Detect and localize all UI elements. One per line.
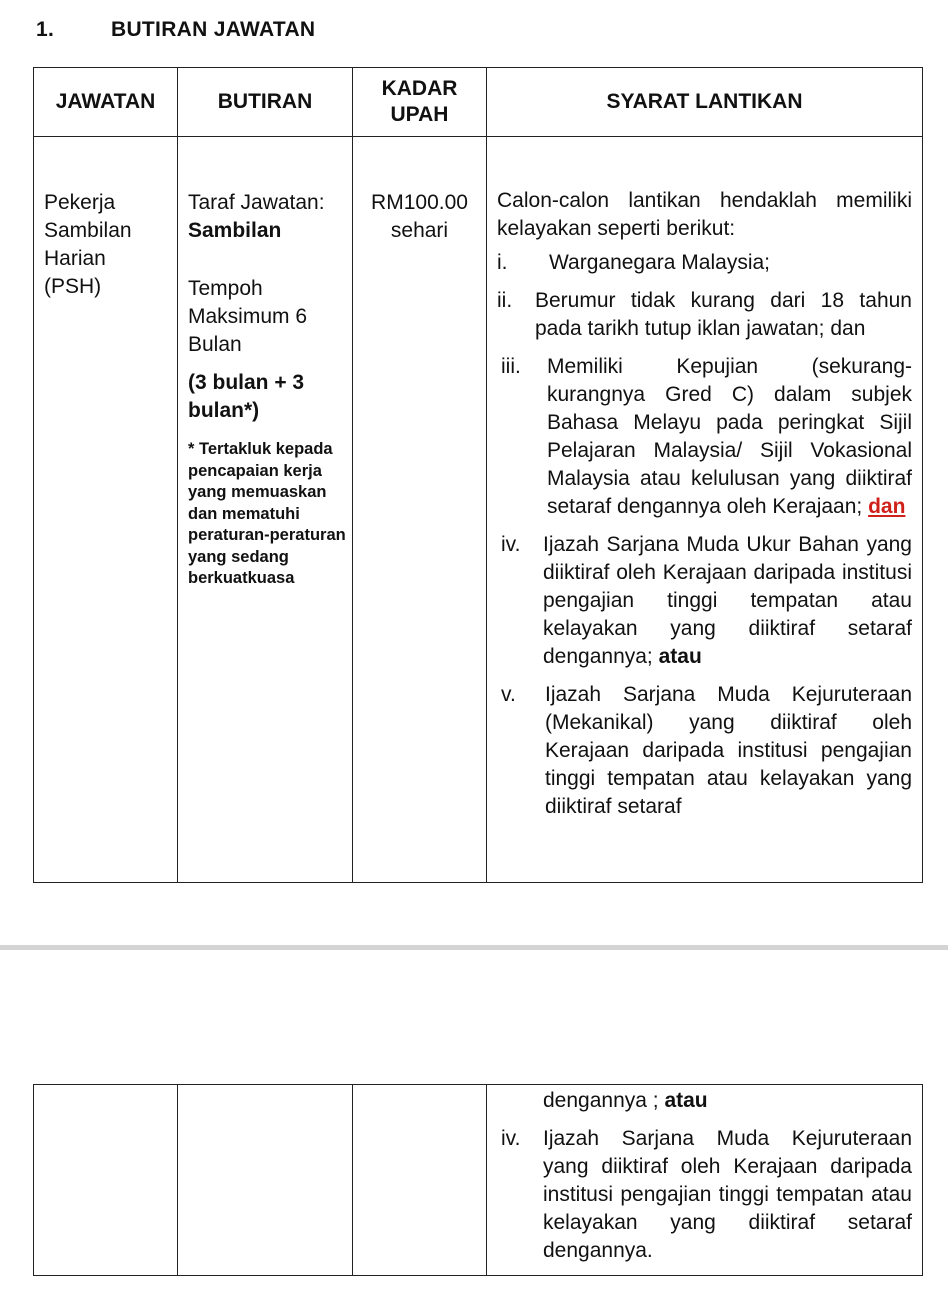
list-item: iv. Ijazah Sarjana Muda Ukur Bahan yang diiktiraf oleh Kerajaan daripada institusi pengajian tinggi tempatan atau kelayakan yang diiktiraf setaraf dengannya; atau	[501, 533, 912, 668]
list-item: ii. Berumur tidak kurang dari 18 tahun pada tarikh tutup iklan jawatan; dan	[497, 289, 912, 340]
empty-cell	[34, 1085, 178, 1276]
section-title: BUTIRAN JAWATAN	[111, 18, 316, 41]
empty-cell	[353, 1085, 487, 1276]
cell-butiran	[178, 137, 353, 883]
header-jawatan: JAWATAN	[34, 68, 178, 137]
rate-unit: sehari	[390, 219, 449, 242]
page-divider	[0, 945, 948, 950]
cell-jawatan	[34, 137, 178, 883]
table-row	[34, 137, 923, 883]
taraf-label: Taraf Jawatan:	[188, 191, 325, 214]
jawatan-text: Pekerja Sambilan Harian (PSH)	[44, 191, 132, 298]
list-item: v. Ijazah Sarjana Muda Kejuruteraan (Mekanikal) yang diiktiraf oleh Kerajaan daripada institusi pengajian tinggi tempatan atau kelayakan yang diiktiraf setaraf	[501, 683, 912, 818]
header-syarat-lantikan: SYARAT LANTIKAN	[487, 68, 923, 137]
list-item: iv. Ijazah Sarjana Muda Kejuruteraan yang diiktiraf oleh Kerajaan daripada institusi pengajian tinggi tempatan atau kelayakan yang diiktiraf setaraf dengannya.	[501, 1127, 912, 1262]
rate-amount: RM100.00	[371, 191, 468, 214]
list-item: i. Warganegara Malaysia;	[497, 251, 770, 274]
cell-syarat-continuation	[487, 1085, 923, 1276]
highlight-dan: dan	[868, 495, 906, 518]
butiran-note: * Tertakluk kepada pencapaian kerja yang memuaskan dan mematuhi peraturan-peraturan yang sedang berkuatkuasa	[188, 440, 346, 587]
header-butiran: BUTIRAN	[178, 68, 353, 137]
tempoh-text: Tempoh Maksimum 6 Bulan	[188, 277, 308, 356]
tempoh-detail: (3 bulan + 3 bulan*)	[188, 371, 305, 422]
taraf-value: Sambilan	[188, 219, 282, 242]
table-header-row	[34, 68, 923, 137]
continuation-table	[33, 1084, 923, 1276]
continuation-lead: dengannya ; atau	[543, 1089, 708, 1112]
header-kadar-upah: KADAR UPAH	[353, 68, 487, 137]
table-row	[34, 1085, 923, 1276]
list-item: iii. Memiliki Kepujian (sekurang-kurangnya Gred C) dalam subjek Bahasa Melayu pada peringkat Sijil Pelajaran Malaysia/ Sijil Vokasional Malaysia atau kelulusan yang diiktiraf setaraf dengannya oleh Kerajaan; dan	[501, 355, 912, 518]
section-number: 1.	[36, 18, 55, 41]
job-details-table	[33, 67, 923, 883]
cell-syarat-lantikan	[487, 137, 923, 883]
section-heading	[36, 18, 315, 42]
syarat-intro: Calon-calon lantikan hendaklah memiliki kelayakan seperti berikut:	[497, 189, 912, 240]
cell-kadar-upah	[353, 137, 487, 883]
empty-cell	[178, 1085, 353, 1276]
